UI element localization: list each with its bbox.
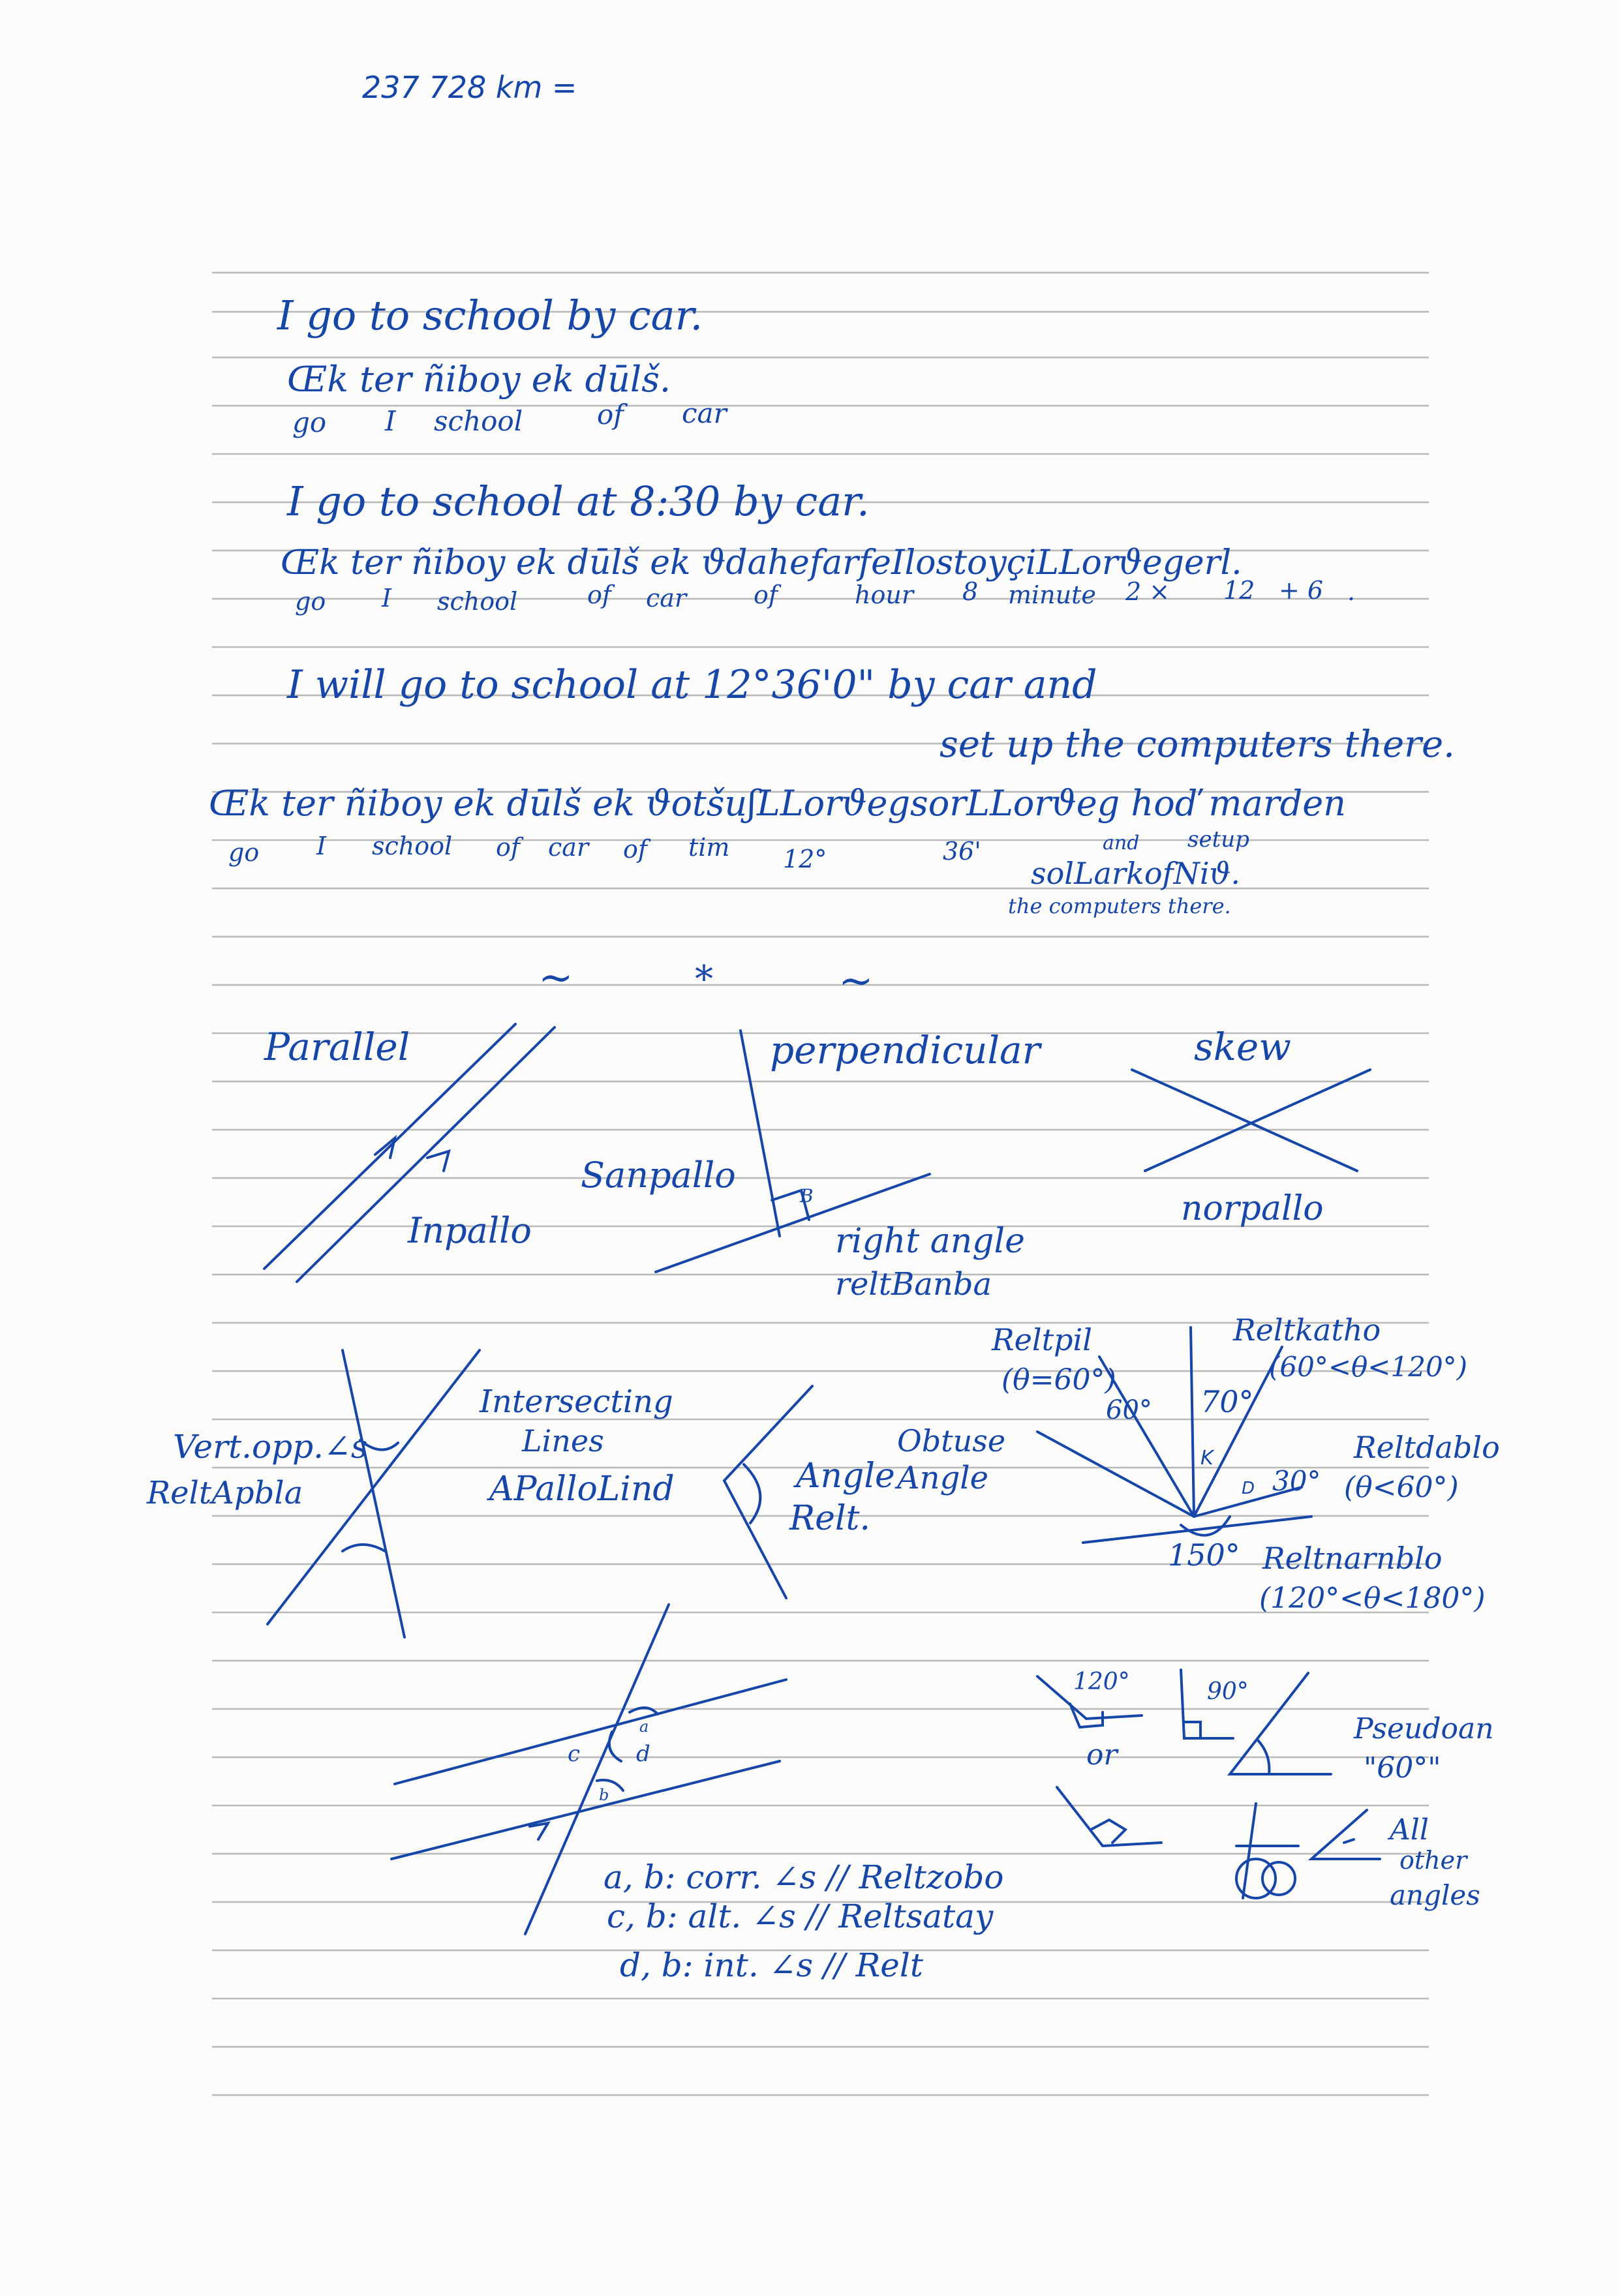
gloss-word: 36' xyxy=(943,837,981,866)
sentence3-gloss xyxy=(228,832,981,873)
gloss-word: school xyxy=(372,832,453,860)
sentence3-english-line1: I will go to school at 12°36'0" by car and xyxy=(287,662,1097,708)
gloss-word: car xyxy=(646,584,687,612)
sentence1-gloss xyxy=(292,397,729,438)
label-angle: Angle xyxy=(796,1457,895,1496)
gloss-word: go xyxy=(295,587,326,616)
label-deg150: 150° xyxy=(1168,1537,1240,1573)
divider-star: * xyxy=(695,958,713,1001)
label-sanpallo: Sanpallo xyxy=(581,1155,736,1196)
label-lines: Lines xyxy=(522,1423,604,1458)
label-other: other xyxy=(1399,1846,1467,1875)
gloss-word: of xyxy=(587,581,611,609)
label-pseudo60: "60°" xyxy=(1364,1751,1441,1785)
gloss-word: minute xyxy=(1008,581,1096,609)
gloss-word: I xyxy=(316,832,327,860)
label-corresponding: a, b: corr. ∠s // Reltzobo xyxy=(604,1858,1004,1896)
label-d-mark2: d xyxy=(636,1741,650,1767)
sentence1-english: I go to school by car. xyxy=(277,292,703,339)
label-d-mark: D xyxy=(1242,1479,1255,1498)
label-deg120: 120° xyxy=(1073,1669,1130,1695)
gloss-word: I xyxy=(382,584,392,612)
label-reltapbla: ReltApbla xyxy=(147,1475,303,1511)
label-range-dablo: (θ<60°) xyxy=(1344,1471,1459,1504)
sentence2-conlang: Œk ter ñiboy ek dūlš ek ϑdahefarfeIlostoyçiLLorϑegerl. xyxy=(281,543,1242,582)
label-apallolind: APalloLind xyxy=(489,1470,675,1509)
label-b-mark2: b xyxy=(599,1786,609,1804)
gloss-word: . xyxy=(1347,577,1356,606)
label-obtuse-angle: Angle xyxy=(897,1460,989,1496)
gloss-word: school xyxy=(434,405,523,437)
gloss-word: I xyxy=(385,405,396,437)
sentence3-conlang-line1: Œk ter ñiboy ek dūlš ek ϑotšuʃLLorϑegsorLLorϑeg hoď marden xyxy=(209,783,1346,824)
divider-tilde-left: ~ xyxy=(538,954,573,1002)
sentence3-conlang-line2: solLarkofNiϑ. xyxy=(1031,856,1241,891)
label-right-angle-conlang: reltBanba xyxy=(835,1266,992,1303)
label-deg70: 70° xyxy=(1200,1384,1254,1419)
label-reltnarnblo: Reltnarnblo xyxy=(1262,1541,1443,1576)
label-range-narn: (120°<θ<180°) xyxy=(1259,1582,1486,1615)
label-or: or xyxy=(1086,1738,1118,1772)
gloss-word: + 6 xyxy=(1279,576,1324,605)
label-deg60: 60° xyxy=(1106,1395,1152,1425)
gloss-word: 8 xyxy=(962,577,979,606)
label-skew: skew xyxy=(1194,1025,1291,1069)
gloss-word: go xyxy=(228,838,260,867)
label-right-angle: right angle xyxy=(835,1222,1025,1261)
label-obtuse: Obtuse xyxy=(897,1423,1006,1458)
gloss-word: hour xyxy=(855,581,913,609)
label-relt: Relt. xyxy=(789,1499,870,1538)
label-alternate: c, b: alt. ∠s // Reltsatay xyxy=(607,1897,994,1935)
label-inpallo: Inpallo xyxy=(408,1210,532,1251)
label-deg30: 30° xyxy=(1272,1465,1321,1497)
divider-tilde-right: ~ xyxy=(838,957,874,1005)
label-reltpil: Reltpil xyxy=(992,1322,1092,1357)
label-pseudoan: Pseudoan xyxy=(1354,1712,1494,1745)
gloss-word: 12 xyxy=(1223,576,1255,605)
gloss-word: of xyxy=(623,835,647,864)
gloss-word: of xyxy=(754,581,778,609)
gloss-word: 2 × xyxy=(1125,577,1170,606)
label-norpallo: norpallo xyxy=(1181,1189,1324,1228)
gloss-tail: the computers there. xyxy=(1008,894,1231,918)
label-intersecting: Intersecting xyxy=(480,1383,673,1420)
gloss-word: of xyxy=(496,833,520,862)
gloss-setup: setup xyxy=(1187,826,1249,853)
label-range-katho: (60°<θ<120°) xyxy=(1269,1351,1468,1383)
label-reltdablo: Reltdablo xyxy=(1354,1430,1500,1465)
label-k-mark: K xyxy=(1200,1447,1214,1470)
label-angles: angles xyxy=(1390,1879,1480,1911)
label-vert-opp: Vert.opp.∠s xyxy=(173,1428,368,1466)
distance-note: 237 728 km = xyxy=(362,70,577,105)
label-a-mark: a xyxy=(639,1717,649,1736)
gloss-word: of xyxy=(597,399,624,430)
label-reltkatho: Reltkatho xyxy=(1233,1312,1381,1348)
gloss-word: go xyxy=(292,406,327,438)
label-b-mark: B xyxy=(800,1185,814,1207)
skew-diagram xyxy=(1132,1070,1370,1171)
gloss-word: 12° xyxy=(783,845,827,873)
gloss-word: tim xyxy=(688,833,730,862)
gloss-word: car xyxy=(682,397,727,429)
gloss-word: car xyxy=(548,833,589,862)
label-perpendicular: perpendicular xyxy=(770,1028,1041,1072)
label-interior: d, b: int. ∠s // Relt xyxy=(620,1946,923,1984)
label-all: All xyxy=(1390,1813,1429,1847)
label-deg90: 90° xyxy=(1207,1678,1249,1705)
gloss-word: school xyxy=(437,587,518,616)
sentence3-english-line2: set up the computers there. xyxy=(940,723,1455,766)
label-parallel: Parallel xyxy=(264,1025,410,1069)
sentence1-conlang: Œk ter ñiboy ek dūlš. xyxy=(287,359,671,400)
label-theta60: (θ=60°) xyxy=(1001,1363,1116,1397)
gloss-and: and xyxy=(1103,832,1140,854)
sentence2-english: I go to school at 8:30 by car. xyxy=(287,477,870,525)
label-c-mark: c xyxy=(568,1741,581,1767)
